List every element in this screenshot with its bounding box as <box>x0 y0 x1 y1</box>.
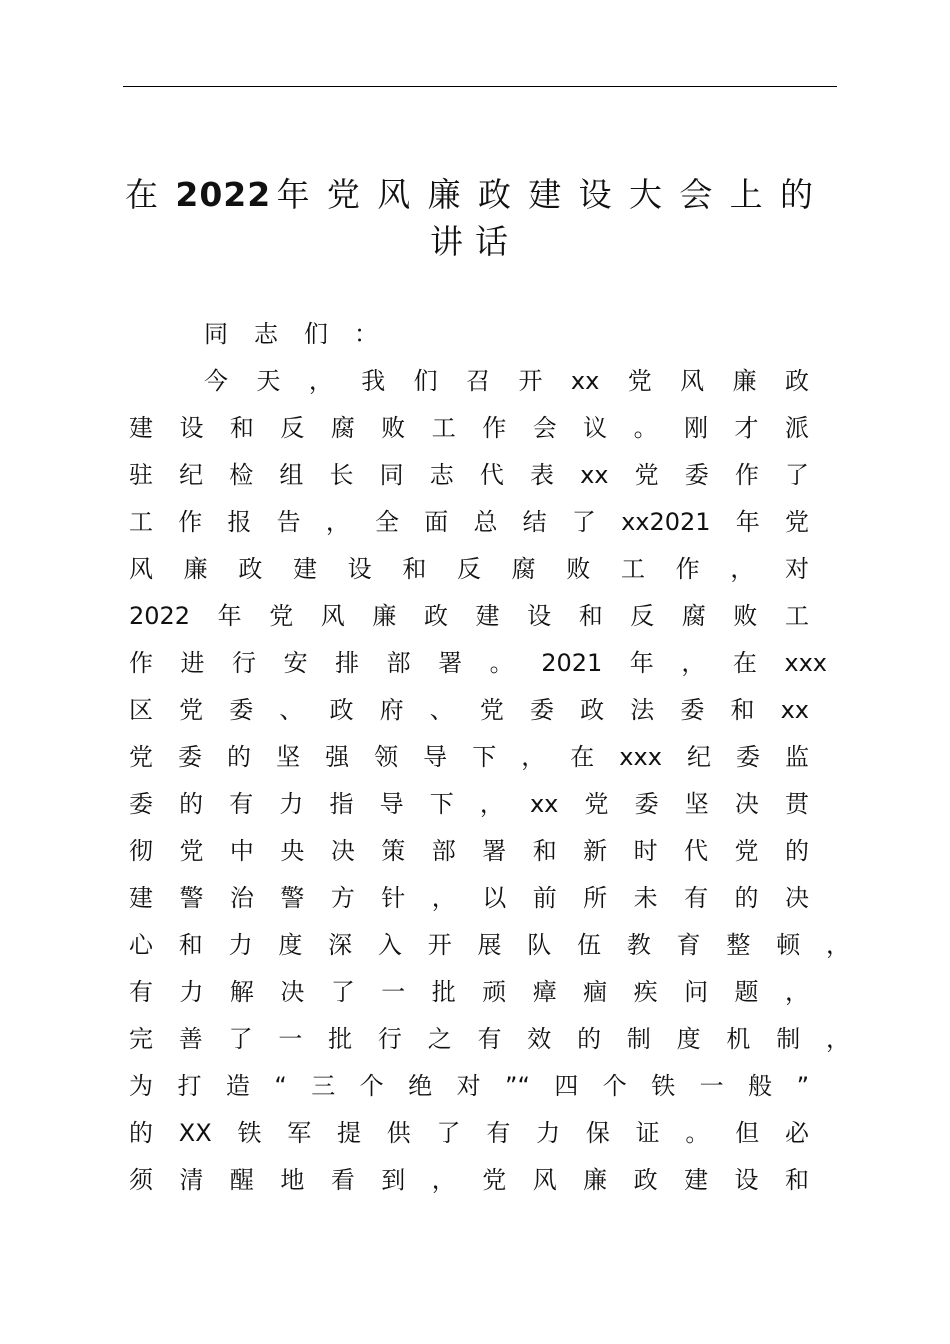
body-line: 须清醒地看到，党风廉政建设和 <box>129 1166 809 1194</box>
body-line: 彻党中央决策部署和新时代党的 <box>129 837 809 865</box>
body-line: 有力解决了一批顽瘴痼疾问题， <box>129 978 809 1006</box>
body-line: 今天，我们召开xx党风廉政 <box>204 367 809 395</box>
body-line: 作进行安排部署。2021年，在xxx <box>129 649 827 677</box>
title-suffix: 年党风廉政建设大会上的 <box>271 175 826 214</box>
header-rule <box>123 86 837 87</box>
body-line: 建设和反腐败工作会议。刚才派 <box>129 414 809 442</box>
document-title-line-2: 讲话 <box>430 222 520 261</box>
body-line: 驻纪检组长同志代表xx党委作了 <box>129 461 809 489</box>
document-title-line-1 <box>125 175 825 215</box>
body-line: 建警治警方针，以前所未有的决 <box>129 884 809 912</box>
body-line: 为打造“三个绝对”“四个铁一般” <box>129 1072 809 1100</box>
title-year: 2022 <box>175 175 272 214</box>
body-line: 工作报告，全面总结了xx2021年党 <box>129 508 809 536</box>
title-prefix: 在 <box>125 175 176 214</box>
salutation: 同志们： <box>204 320 404 348</box>
body-line: 风廉政建设和反腐败工作，对 <box>129 555 809 583</box>
body-line: 心和力度深入开展队伍教育整顿， <box>129 931 850 959</box>
body-line: 党委的坚强领导下，在xxx纪委监 <box>129 743 809 771</box>
body-line: 区党委、政府、党委政法委和xx <box>129 696 809 724</box>
body-line: 委的有力指导下，xx党委坚决贯 <box>129 790 809 818</box>
body-line: 2022年党风廉政建设和反腐败工 <box>129 602 809 630</box>
body-line: 的XX铁军提供了有力保证。但必 <box>129 1119 809 1147</box>
body-line: 完善了一批行之有效的制度机制， <box>129 1025 850 1053</box>
